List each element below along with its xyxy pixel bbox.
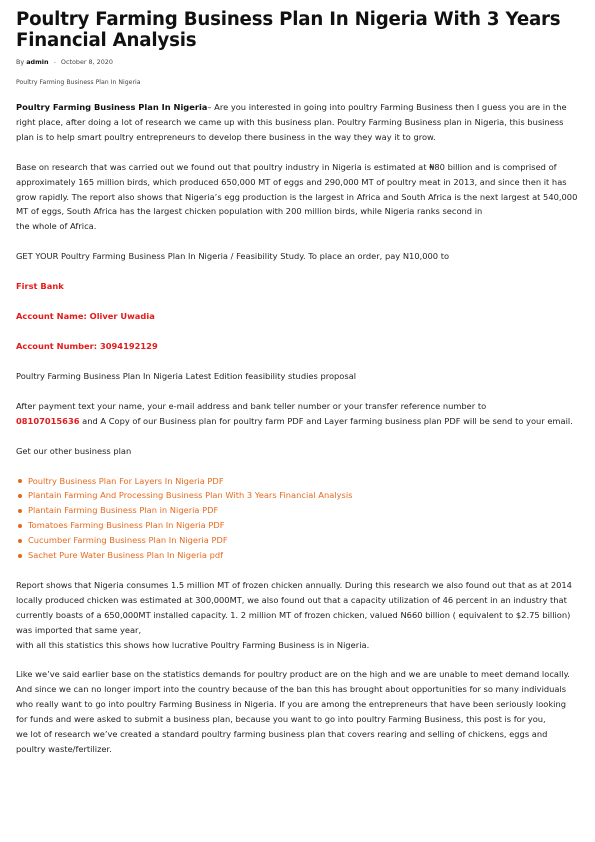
article-body — [16, 100, 579, 757]
payment-text: After payment text your name, your e-mail address and bank teller number or your transfer reference number to — [16, 400, 487, 411]
breadcrumb: Poultry Farming Business Plan In Nigeria — [16, 79, 141, 86]
list-item — [28, 474, 579, 489]
author-link[interactable]: admin — [26, 58, 49, 66]
latest-edition-text: Poultry Farming Business Plan In Nigeria Latest Edition feasibility studies proposal — [16, 370, 357, 381]
report-paragraph — [16, 578, 579, 653]
research-text-line2: the whole of Africa. — [16, 221, 97, 232]
payment-text-after: and A Copy of our Business plan for poultry farm PDF and Layer farming business plan PDF will be send to your email. — [79, 415, 573, 426]
closing-text: Like we’ve said earlier base on the statistics demands for poultry product are on the high and we are unable to meet demand locally. And since we can no longer import into the country because of the ban this has brought about opportunities for so many individuals who really want to go into poultry Farming Business in Nigeria. If you are among the entrepreneurs that have been seriously looking for funds and were asked to submit a business plan, because you want to go into poultry Farming Business, this post is for you, — [16, 669, 570, 725]
research-text: Base on research that was carried out we found out that poultry industry in Nigeria is estimated at ₦80 billion and is comprised of approximately 165 million birds, which produced 650,000 MT of eggs and 290,000 MT of poultry meat in 2013, and since then it has grow rapidly. The report also shows that Nigeria’s egg production is the largest in Africa and South Africa is the next largest at 540,000 MT of eggs, South Africa has the largest chicken population with 200 million birds, while Nigeria ranks second in — [16, 161, 578, 217]
link-tomatoes-plan[interactable]: Tomatoes Farming Business Plan In Nigeria PDF — [28, 520, 225, 531]
link-plantain-farming-plan[interactable]: Plantain Farming Business Plan in Nigeria PDF — [28, 505, 219, 516]
payment-paragraph — [16, 399, 579, 429]
account-name: Account Name: Oliver Uwadia — [16, 311, 155, 322]
meta-separator: - — [53, 58, 56, 66]
link-plantain-processing-plan[interactable]: Plantain Farming And Processing Business Plan With 3 Years Financial Analysis — [28, 490, 353, 501]
post-meta — [16, 57, 579, 67]
list-item — [28, 518, 579, 533]
list-item — [28, 548, 579, 563]
list-item — [28, 533, 579, 548]
business-plan-links — [16, 474, 579, 563]
closing-paragraph — [16, 667, 579, 756]
report-text: Report shows that Nigeria consumes 1.5 million MT of frozen chicken annually. During this research we also found out that as at 2014 locally produced chicken was estimated at 300,000MT, we also found out that a capacity utilization of 46 percent in an industry that currently boasts of a 650,000MT installed capacity. 1. 2 million MT of frozen chicken, valued N660 billion ( equivalent to $2.75 billion) was imported that same year, — [16, 579, 572, 635]
link-sachet-water-plan[interactable]: Sachet Pure Water Business Plan In Nigeria pdf — [28, 550, 224, 561]
order-paragraph: GET YOUR Poultry Farming Business Plan In Nigeria / Feasibility Study. To place an order, pay N10,000 to — [16, 251, 450, 262]
research-paragraph — [16, 160, 579, 235]
by-label: By — [16, 58, 25, 66]
link-cucumber-plan[interactable]: Cucumber Farming Business Plan In Nigeria PDF — [28, 535, 228, 546]
account-number: Account Number: 3094192129 — [16, 340, 158, 351]
list-item — [28, 488, 579, 503]
closing-text-line2: we lot of research we’ve created a standard poultry farming business plan that covers rearing and selling of chickens, eggs and poultry waste/fertilizer. — [16, 729, 548, 754]
post-date: October 8, 2020 — [60, 58, 113, 66]
intro-text: – Are you interested in going into poultry Farming Business then I guess you are in the right place, after doing a lot of research we came up with this business plan. Poultry Farming Business plan in Nigeria, this business plan is to help smart poultry entrepreneurs to develop there business in the way they way it to grow. — [16, 102, 567, 142]
bank-name: First Bank — [16, 281, 64, 292]
page-title: Poultry Farming Business Plan In Nigeria With 3 Years Financial Analysis — [16, 9, 561, 51]
list-item — [28, 503, 579, 518]
link-layers-plan[interactable]: Poultry Business Plan For Layers In Nigeria PDF — [28, 475, 224, 486]
report-text-line2: with all this statistics this shows how lucrative Poultry Farming Business is in Nigeria. — [16, 639, 370, 650]
intro-bold: Poultry Farming Business Plan In Nigeria — [16, 102, 208, 112]
intro-paragraph — [16, 100, 579, 145]
other-plans-heading: Get our other business plan — [16, 445, 132, 456]
phone-number[interactable]: 08107015636 — [16, 415, 80, 426]
